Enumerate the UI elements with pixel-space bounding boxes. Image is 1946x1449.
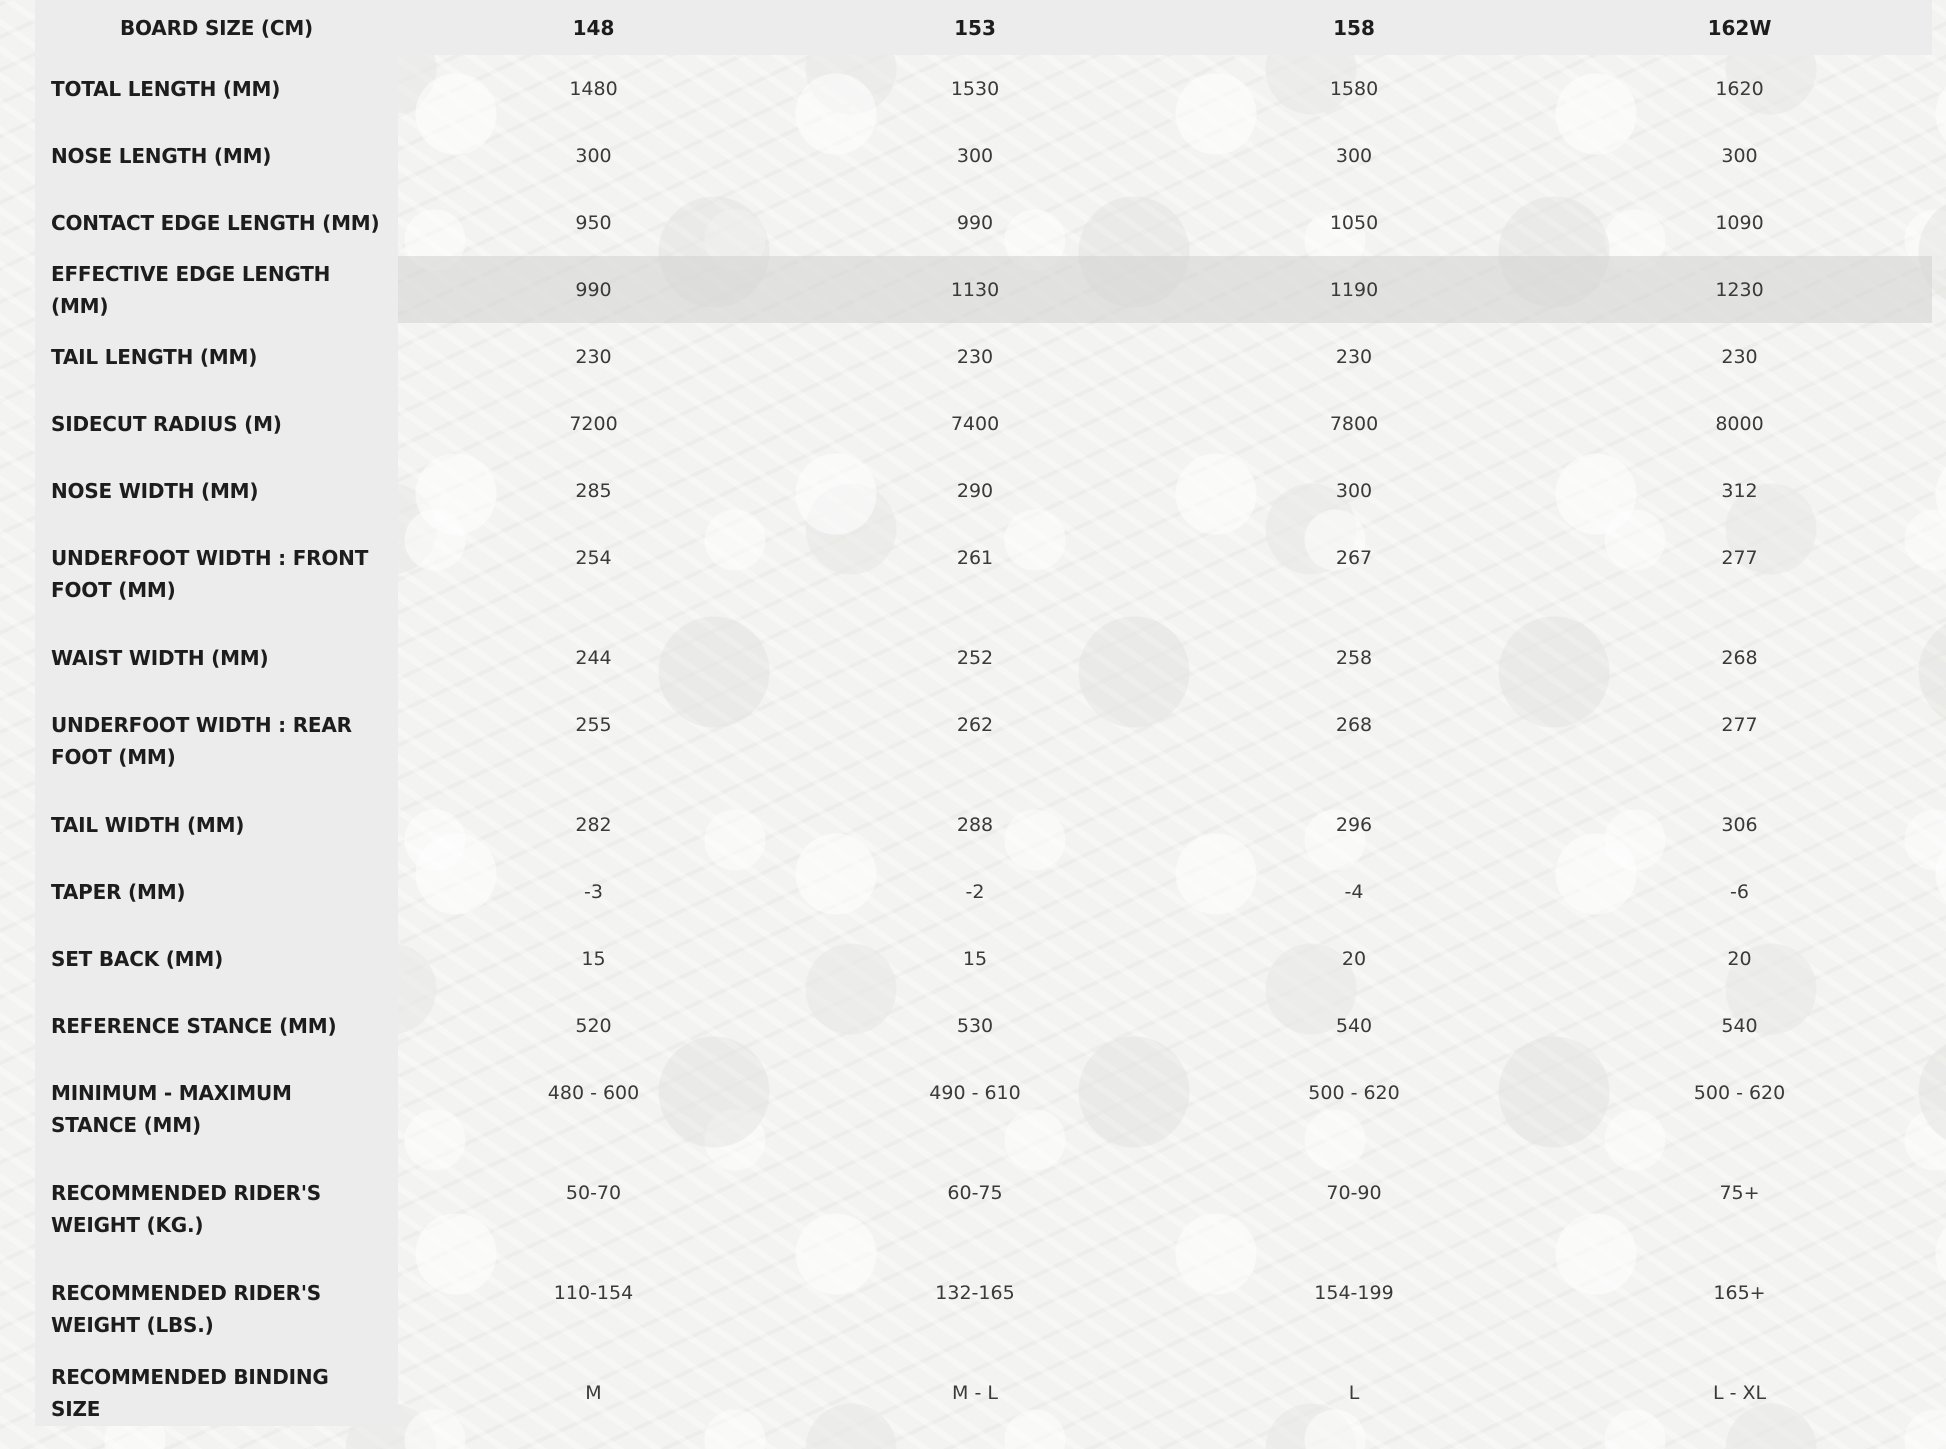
cell-value: 530 (956, 1014, 994, 1037)
table-row (35, 858, 1932, 925)
cell-value: 132-165 (935, 1282, 1015, 1304)
row-values (398, 122, 1932, 189)
table-header-row (35, 0, 1932, 55)
table-row (35, 925, 1932, 992)
cell-value: 290 (956, 479, 994, 502)
table-row (35, 1259, 1932, 1359)
row-values (398, 1259, 1932, 1359)
row-label: UNDERFOOT WIDTH : REAR FOOT (MM) (35, 691, 398, 791)
table-row (35, 524, 1932, 624)
row-values (398, 1159, 1932, 1259)
table-row (35, 992, 1932, 1059)
table-row (35, 457, 1932, 524)
row-label: SIDECUT RADIUS (M) (35, 390, 398, 457)
cell-value: 300 (575, 144, 612, 167)
cell-value: 306 (1721, 813, 1758, 836)
header-size-cells (398, 0, 1932, 55)
cell-value: 230 (1721, 345, 1758, 368)
cell-value: 277 (1721, 547, 1758, 569)
cell-value: 230 (1335, 345, 1373, 368)
cell-value: 20 (1341, 947, 1367, 970)
row-values (398, 390, 1932, 457)
cell-value: 110-154 (553, 1282, 634, 1304)
row-values (398, 524, 1932, 624)
cell-value: 288 (956, 813, 994, 836)
table-row (35, 691, 1932, 791)
cell-value: 258 (1335, 646, 1373, 669)
cell-value: 1090 (1715, 211, 1764, 234)
row-values (398, 1059, 1932, 1159)
cell-value: 1620 (1715, 77, 1764, 100)
cell-value: L - XL (1712, 1381, 1767, 1404)
row-label: MINIMUM - MAXIMUM STANCE (MM) (35, 1059, 398, 1159)
row-values (398, 791, 1932, 858)
cell-value: 230 (956, 345, 994, 368)
size-153-header: 153 (954, 15, 996, 40)
cell-value: 1130 (950, 278, 1000, 301)
cell-value: 296 (1335, 813, 1373, 836)
cell-value: 300 (1721, 144, 1758, 167)
row-values (398, 925, 1932, 992)
cell-value: 15 (962, 947, 988, 970)
cell-value: -2 (965, 880, 985, 903)
cell-value: 1230 (1715, 278, 1764, 301)
table-row (35, 1359, 1932, 1426)
row-label: EFFECTIVE EDGE LENGTH (MM) (35, 256, 398, 323)
size-158-header: 158 (1333, 15, 1375, 40)
cell-value: 165+ (1713, 1282, 1766, 1304)
cell-value: 500 - 620 (1308, 1082, 1400, 1104)
cell-value: 300 (956, 144, 994, 167)
row-label: UNDERFOOT WIDTH : FRONT FOOT (MM) (35, 524, 398, 624)
row-label: TAPER (MM) (35, 858, 398, 925)
cell-value: 252 (956, 646, 994, 669)
cell-value: 300 (1335, 144, 1373, 167)
row-label: TAIL LENGTH (MM) (35, 323, 398, 390)
cell-value: 244 (575, 646, 612, 669)
row-label: TAIL WIDTH (MM) (35, 791, 398, 858)
cell-value: 7800 (1329, 412, 1379, 435)
cell-value: 268 (1335, 714, 1373, 736)
row-values (398, 189, 1932, 256)
table-row (35, 1159, 1932, 1259)
table-row (35, 390, 1932, 457)
table-row (35, 189, 1932, 256)
row-values (398, 624, 1932, 691)
cell-value: 312 (1721, 479, 1758, 502)
cell-value: -6 (1730, 880, 1749, 903)
cell-value: 480 - 600 (547, 1082, 640, 1104)
row-values (398, 858, 1932, 925)
row-values (398, 457, 1932, 524)
cell-value: 300 (1335, 479, 1373, 502)
cell-value: 1530 (950, 77, 1000, 100)
cell-value: 282 (575, 813, 612, 836)
cell-value: 520 (575, 1014, 612, 1037)
cell-value: 277 (1721, 714, 1758, 736)
cell-value: 70-90 (1326, 1182, 1382, 1204)
cell-value: 60-75 (947, 1182, 1003, 1204)
cell-value: 1190 (1329, 278, 1379, 301)
row-values (398, 691, 1932, 791)
cell-value: 1480 (569, 77, 618, 100)
cell-value: 268 (1721, 646, 1758, 669)
cell-value: 990 (956, 211, 994, 234)
cell-value: M (585, 1381, 602, 1404)
row-values (398, 992, 1932, 1059)
cell-value: 154-199 (1314, 1282, 1394, 1304)
cell-value: 1050 (1329, 211, 1379, 234)
cell-value: 7400 (950, 412, 1000, 435)
row-label: TOTAL LENGTH (MM) (35, 55, 398, 122)
cell-value: 261 (956, 547, 994, 569)
row-values (398, 1359, 1932, 1426)
cell-value: 950 (575, 211, 612, 234)
cell-value: 50-70 (565, 1182, 622, 1204)
cell-value: 490 - 610 (929, 1082, 1021, 1104)
table-row (35, 791, 1932, 858)
size-148-header: 148 (572, 15, 615, 40)
row-label: NOSE WIDTH (MM) (35, 457, 398, 524)
specifications-table (35, 0, 1932, 1426)
cell-value: -4 (1344, 880, 1364, 903)
cell-value: M - L (952, 1381, 998, 1404)
cell-value: 7200 (569, 412, 618, 435)
cell-value: 255 (575, 714, 612, 736)
table-row-hovered (35, 256, 1932, 323)
cell-value: 990 (575, 278, 612, 301)
row-values (398, 256, 1932, 323)
cell-value: 75+ (1719, 1182, 1760, 1204)
table-row (35, 122, 1932, 189)
cell-value: 285 (575, 479, 612, 502)
cell-value: -3 (584, 880, 603, 903)
table-row (35, 1059, 1932, 1159)
row-label: RECOMMENDED RIDER'S WEIGHT (KG.) (35, 1159, 398, 1259)
header-label: BOARD SIZE (CM) (120, 15, 313, 40)
cell-value: 267 (1335, 547, 1373, 569)
table-row (35, 55, 1932, 122)
cell-value: 254 (575, 547, 612, 569)
row-label: NOSE LENGTH (MM) (35, 122, 398, 189)
cell-value: L (1348, 1381, 1360, 1404)
row-label: REFERENCE STANCE (MM) (35, 992, 398, 1059)
cell-value: 262 (956, 714, 994, 736)
cell-value: 500 - 620 (1693, 1082, 1786, 1104)
table-row (35, 323, 1932, 390)
row-label: CONTACT EDGE LENGTH (MM) (35, 189, 398, 256)
cell-value: 230 (575, 345, 612, 368)
row-label: SET BACK (MM) (35, 925, 398, 992)
table-row (35, 624, 1932, 691)
cell-value: 540 (1721, 1014, 1758, 1037)
cell-value: 20 (1727, 947, 1752, 970)
row-label: WAIST WIDTH (MM) (35, 624, 398, 691)
row-values (398, 323, 1932, 390)
cell-value: 8000 (1715, 412, 1764, 435)
row-label: RECOMMENDED BINDING SIZE (35, 1359, 398, 1426)
size-162w-header: 162W (1707, 15, 1772, 40)
cell-value: 1580 (1329, 77, 1379, 100)
row-label: RECOMMENDED RIDER'S WEIGHT (LBS.) (35, 1259, 398, 1359)
row-values (398, 55, 1932, 122)
cell-value: 15 (581, 947, 606, 970)
cell-value: 540 (1335, 1014, 1373, 1037)
